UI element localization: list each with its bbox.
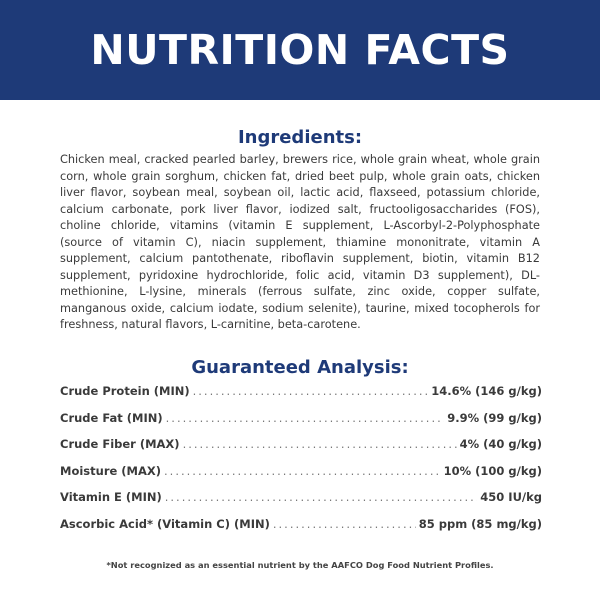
dot-leader [165, 490, 478, 504]
dot-leader [193, 384, 429, 398]
analysis-name: Ascorbic Acid* (Vitamin C) (MIN) [60, 516, 270, 531]
analysis-row [60, 464, 542, 491]
analysis-name: Vitamin E (MIN) [60, 490, 162, 505]
analysis-value: 85 ppm (85 mg/kg) [418, 516, 542, 531]
ingredients-text: Chicken meal, cracked pearled barley, brewers rice, whole grain wheat, whole grain corn, whole grain sorghum, chicken fat, dried beet pulp, whole grain oats, chicken liver flavor, soybean meal, soybean oil, lactic acid, flaxseed, potassium chloride, calcium carbonate, pork liver flavor, iodized salt, fructooligosaccharides (FOS), choline chloride, vitamins (vitamin E supplement, L-Ascorbyl-2-Polyphosphate (source of vitamin C), niacin supplement, thiamine mononitrate, vitamin A supplement, calcium pantothenate, riboflavin supplement, biotin, vitamin B12 supplement, pyridoxine hydrochloride, folic acid, vitamin D3 supplement), DL-methionine, L-lysine, minerals (ferrous sulfate, zinc oxide, copper sulfate, manganous oxide, calcium iodate, sodium selenite), taurine, mixed tocopherols for freshness, natural flavors, L-carnitine, beta-carotene. [60, 153, 540, 331]
footnote: *Not recognized as an essential nutrient by the AAFCO Dog Food Nutrient Profiles. [106, 560, 494, 570]
analysis-row [60, 437, 542, 464]
analysis-name: Crude Fat (MIN) [60, 410, 163, 425]
analysis-value: 10% (100 g/kg) [443, 463, 542, 478]
guaranteed-analysis-list [60, 384, 542, 544]
page-title: NUTRITION FACTS [90, 26, 510, 74]
analysis-row [60, 517, 542, 544]
analysis-row [60, 490, 542, 517]
analysis-value: 9.9% (99 g/kg) [447, 410, 542, 425]
analysis-value: 4% (40 g/kg) [459, 437, 542, 452]
guaranteed-analysis-heading: Guaranteed Analysis: [191, 357, 409, 378]
ingredients-heading: Ingredients: [237, 127, 363, 148]
analysis-name: Crude Fiber (MAX) [60, 437, 180, 452]
analysis-value: 450 IU/kg [480, 490, 542, 505]
dot-leader [183, 437, 457, 451]
dot-leader [273, 517, 416, 531]
analysis-row [60, 411, 542, 438]
dot-leader [166, 411, 445, 425]
analysis-value: 14.6% (146 g/kg) [431, 384, 542, 398]
analysis-name: Moisture (MAX) [60, 463, 162, 478]
dot-leader [164, 464, 441, 478]
header-banner [0, 0, 600, 100]
analysis-row [60, 384, 542, 411]
analysis-name: Crude Protein (MIN) [60, 384, 190, 398]
